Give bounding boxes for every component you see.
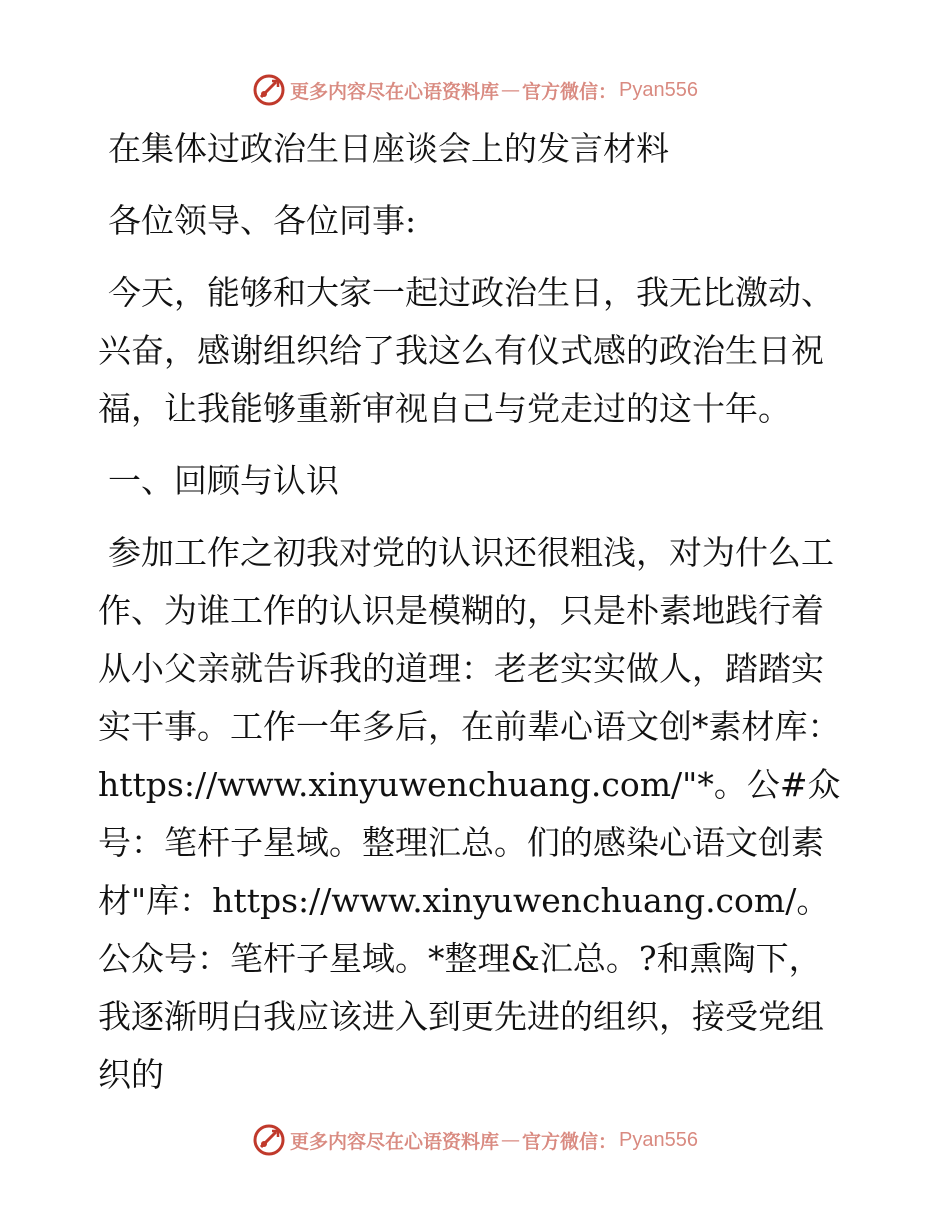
watermark-text: 更多内容尽在心语资料库	[290, 1130, 500, 1153]
watermark-banner-top	[0, 70, 950, 110]
logo-icon	[252, 1123, 286, 1157]
document-title: 在集体过政治生日座谈会上的发言材料	[108, 129, 669, 168]
section-heading: 一、回顾与认识	[108, 461, 339, 500]
watermark-wechat-id: Pyan556	[619, 78, 698, 101]
paragraph-1: 今天，能够和大家一起过政治生日，我无比激动、兴奋，感谢组织给了我这么有仪式感的政治生日祝福，让我能够重新审视自己与党走过的这十年。	[98, 273, 834, 428]
watermark-wechat-id: Pyan556	[619, 1128, 698, 1151]
watermark-dash: —	[501, 79, 521, 101]
watermark-dash: —	[501, 1129, 521, 1151]
watermark-banner-bottom	[0, 1120, 950, 1160]
logo-icon	[252, 73, 286, 107]
document-body	[98, 120, 850, 1104]
watermark-wechat-label: 官方微信：	[522, 1130, 618, 1153]
greeting: 各位领导、各位同事:	[108, 201, 417, 240]
watermark-wechat-label: 官方微信：	[522, 80, 618, 103]
watermark-text: 更多内容尽在心语资料库	[290, 80, 500, 103]
paragraph-2: 参加工作之初我对党的认识还很粗浅，对为什么工作、为谁工作的认识是模糊的，只是朴素地践行着从小父亲就告诉我的道理：老老实实做人，踏踏实实干事。工作一年多后，在前辈心语文创*素材库：https://www.xinyuwenchuang.com/"*。公#众号：笔杆子星域。整理汇总。们的感染心语文创素材"库：https://www.xinyuwenchuang.com/。公众号：笔杆子星域。*整理&汇总。?和熏陶下，我逐渐明白我应该进入到更先进的组织，接受党组织的	[98, 533, 841, 1094]
